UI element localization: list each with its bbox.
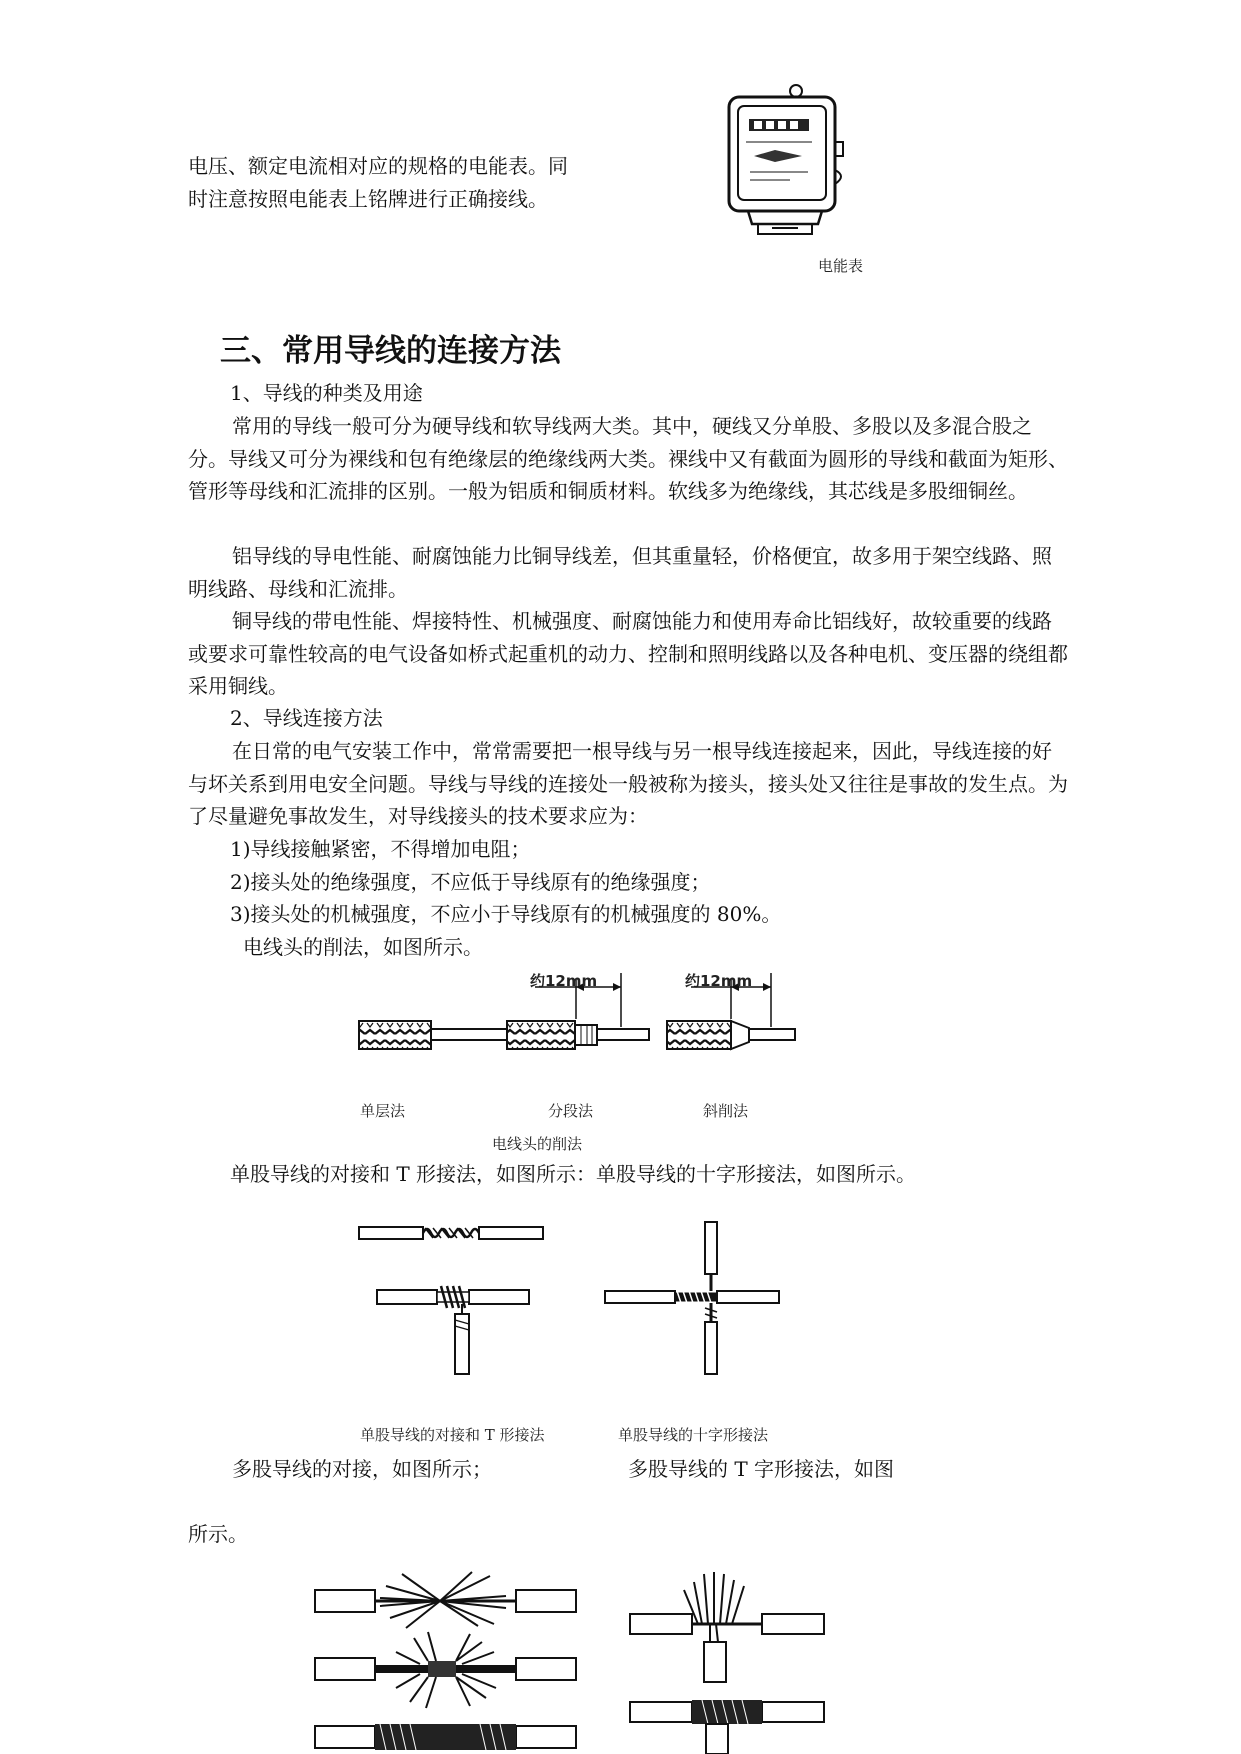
single-join-text: 单股导线的对接和 T 形接法，如图所示：单股导线的十字形接法，如图所示。 (230, 1162, 917, 1186)
multi-join-text-right: 多股导线的 T 字形接法，如图 (628, 1457, 895, 1481)
strip-intro: 电线头的削法，如图所示。 (243, 935, 483, 959)
section-title: 三、常用导线的连接方法 (220, 333, 561, 369)
subheading-wire-types: 1、导线的种类及用途 (230, 381, 423, 405)
multi-strand-joints-figure (310, 1568, 830, 1754)
intro-line-2: 时注意按照电能表上铭牌进行正确接线。 (188, 187, 548, 211)
electric-meter-icon (720, 82, 850, 237)
intro-line-1: 电压、额定电流相对应的规格的电能表。同 (188, 154, 568, 178)
single-strand-joints-figure (355, 1220, 795, 1380)
meter-caption: 电能表 (818, 257, 864, 275)
multi-join-text-left: 多股导线的对接，如图所示； (232, 1457, 492, 1481)
requirement-3: 3)接头处的机械强度，不应小于导线原有的机械强度的 80%。 (230, 902, 782, 926)
dimension-label-segmented: 约12mm (530, 972, 598, 990)
paragraph-copper: 铜导线的带电性能、焊接特性、机械强度、耐腐蚀能力和使用寿命比铝线好，故较重要的线路或要求可靠性较高的电气设备如桥式起重机的动力、控制和照明线路以及各种电机、变压器的绕组都采用铜线。 (188, 609, 1068, 698)
paragraph-wire-types: 常用的导线一般可分为硬导线和软导线两大类。其中，硬线又分单股、多股以及多混合股之分。导线又可分为裸线和包有绝缘层的绝缘线两大类。裸线中又有截面为圆形的导线和截面为矩形、管形等母线和汇流排的区别。一般为铝质和铜质材料。软线多为绝缘线，其芯线是多股细铜丝。 (188, 414, 1068, 503)
label-segmented: 分段法 (548, 1102, 594, 1120)
paragraph-aluminum: 铝导线的导电性能、耐腐蚀能力比铜导线差，但其重量轻，价格便宜，故多用于架空线路、照明线路、母线和汇流排。 (188, 544, 1052, 601)
single-figure-caption-right: 单股导线的十字形接法 (618, 1426, 769, 1444)
strip-figure-caption: 电线头的削法 (492, 1135, 583, 1153)
paragraph-connection: 在日常的电气安装工作中，常常需要把一根导线与另一根导线连接起来，因此，导线连接的好与坏关系到用电安全问题。导线与导线的连接处一般被称为接头，接头处又往往是事故的发生点。为了尽量避免事故发生，对导线接头的技术要求应为： (188, 739, 1068, 828)
dimension-label-bevel: 约12mm (685, 972, 753, 990)
requirement-1: 1)导线接触紧密，不得增加电阻； (230, 837, 531, 861)
label-bevel: 斜削法 (703, 1102, 749, 1120)
subheading-connection-methods: 2、导线连接方法 (230, 706, 383, 730)
label-single-layer: 单层法 (360, 1102, 406, 1120)
multi-join-text-tail: 所示。 (188, 1522, 248, 1546)
requirement-2: 2)接头处的绝缘强度，不应低于导线原有的绝缘强度； (230, 870, 711, 894)
single-figure-caption-left: 单股导线的对接和 T 形接法 (360, 1426, 545, 1444)
